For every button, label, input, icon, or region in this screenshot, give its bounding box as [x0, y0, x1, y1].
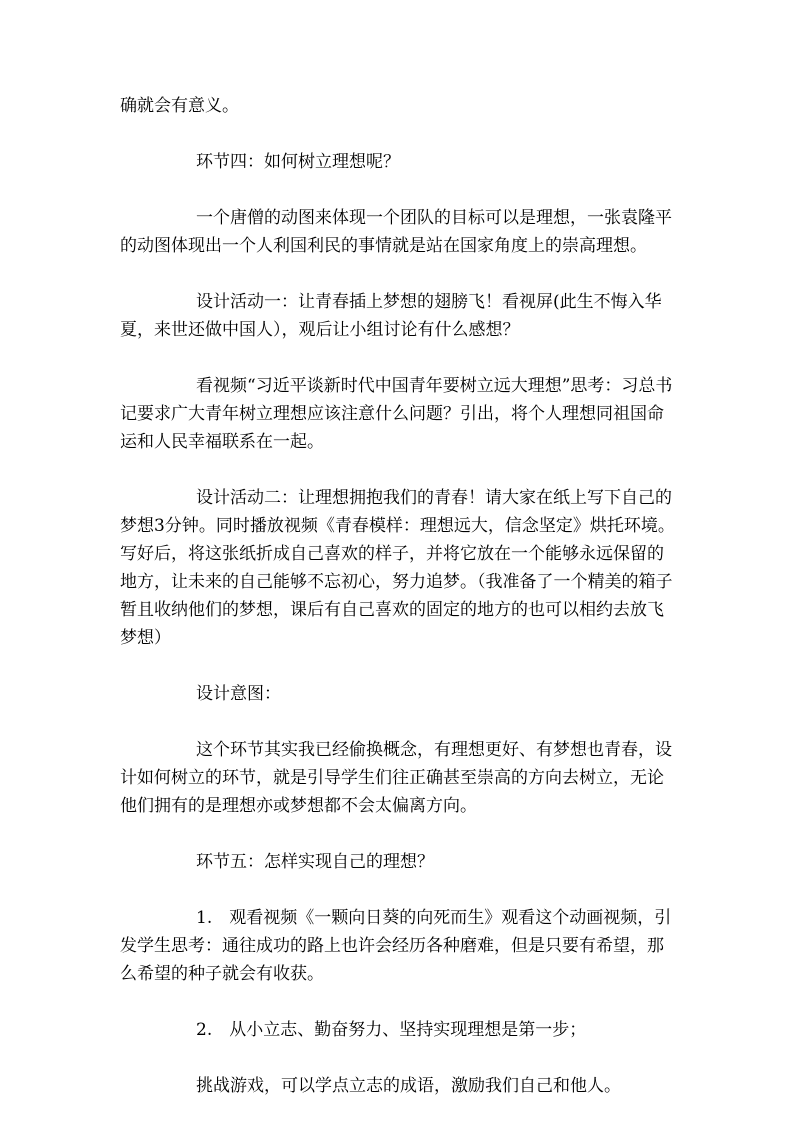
paragraph-challenge-game: 挑战游戏，可以学点立志的成语，激励我们自己和他人。: [196, 1076, 621, 1096]
paragraph-video-discussion: 看视频“习近平谈新时代中国青年要树立远大理想”思考：习总书记要求广大青年树立理想应该注意什么问题？引出，将个人理想同祖国命运和人民幸福联系在一起。: [120, 376, 673, 452]
design-intent-heading: 设计意图：: [196, 684, 281, 704]
section-heading-step-four: 环节四：如何树立理想呢？: [196, 152, 400, 172]
list-item-2: 2. 从小立志、勤奋努力、坚持实现理想是第一步；: [196, 1020, 587, 1040]
paragraph-examples: 一个唐僧的动图来体现一个团队的目标可以是理想，一张袁隆平的动图体现出一个人利国利民的事情就是站在国家角度上的崇高理想。: [120, 208, 672, 256]
paragraph-design-intent: 这个环节其实我已经偷换概念，有理想更好、有梦想也青春，设计如何树立的环节，就是引导学生们往正确甚至崇高的方向去树立，无论他们拥有的是理想亦或梦想都不会太偏离方向。: [120, 740, 672, 816]
document-body: [120, 92, 680, 1100]
section-heading-step-five: 环节五：怎样实现自己的理想？: [196, 852, 434, 872]
list-item-1: 1. 观看视频《一颗向日葵的向死而生》观看这个动画视频，引发学生思考：通往成功的路上也许会经历各种磨难，但是只要有希望，那么希望的种子就会有收获。: [120, 908, 672, 984]
paragraph-activity-one: 设计活动一：让青春插上梦想的翅膀飞！看视屏(此生不悔入华夏，来世还做中国人），观后让小组讨论有什么感想？: [120, 292, 662, 340]
paragraph-continuation: 确就会有意义。: [120, 96, 239, 116]
paragraph-activity-two: 设计活动二：让理想拥抱我们的青春！请大家在纸上写下自己的梦想3分钟。同时播放视频《青春模样：理想远大，信念坚定》烘托环境。写好后，将这张纸折成自己喜欢的样子，并将它放在一个能够永远保留的地方，让未来的自己能够不忘初心，努力追梦。（我准备了一个精美的箱子暂且收纳他们的梦想，课后有自己喜欢的固定的地方的也可以相约去放飞梦想）: [120, 488, 675, 648]
